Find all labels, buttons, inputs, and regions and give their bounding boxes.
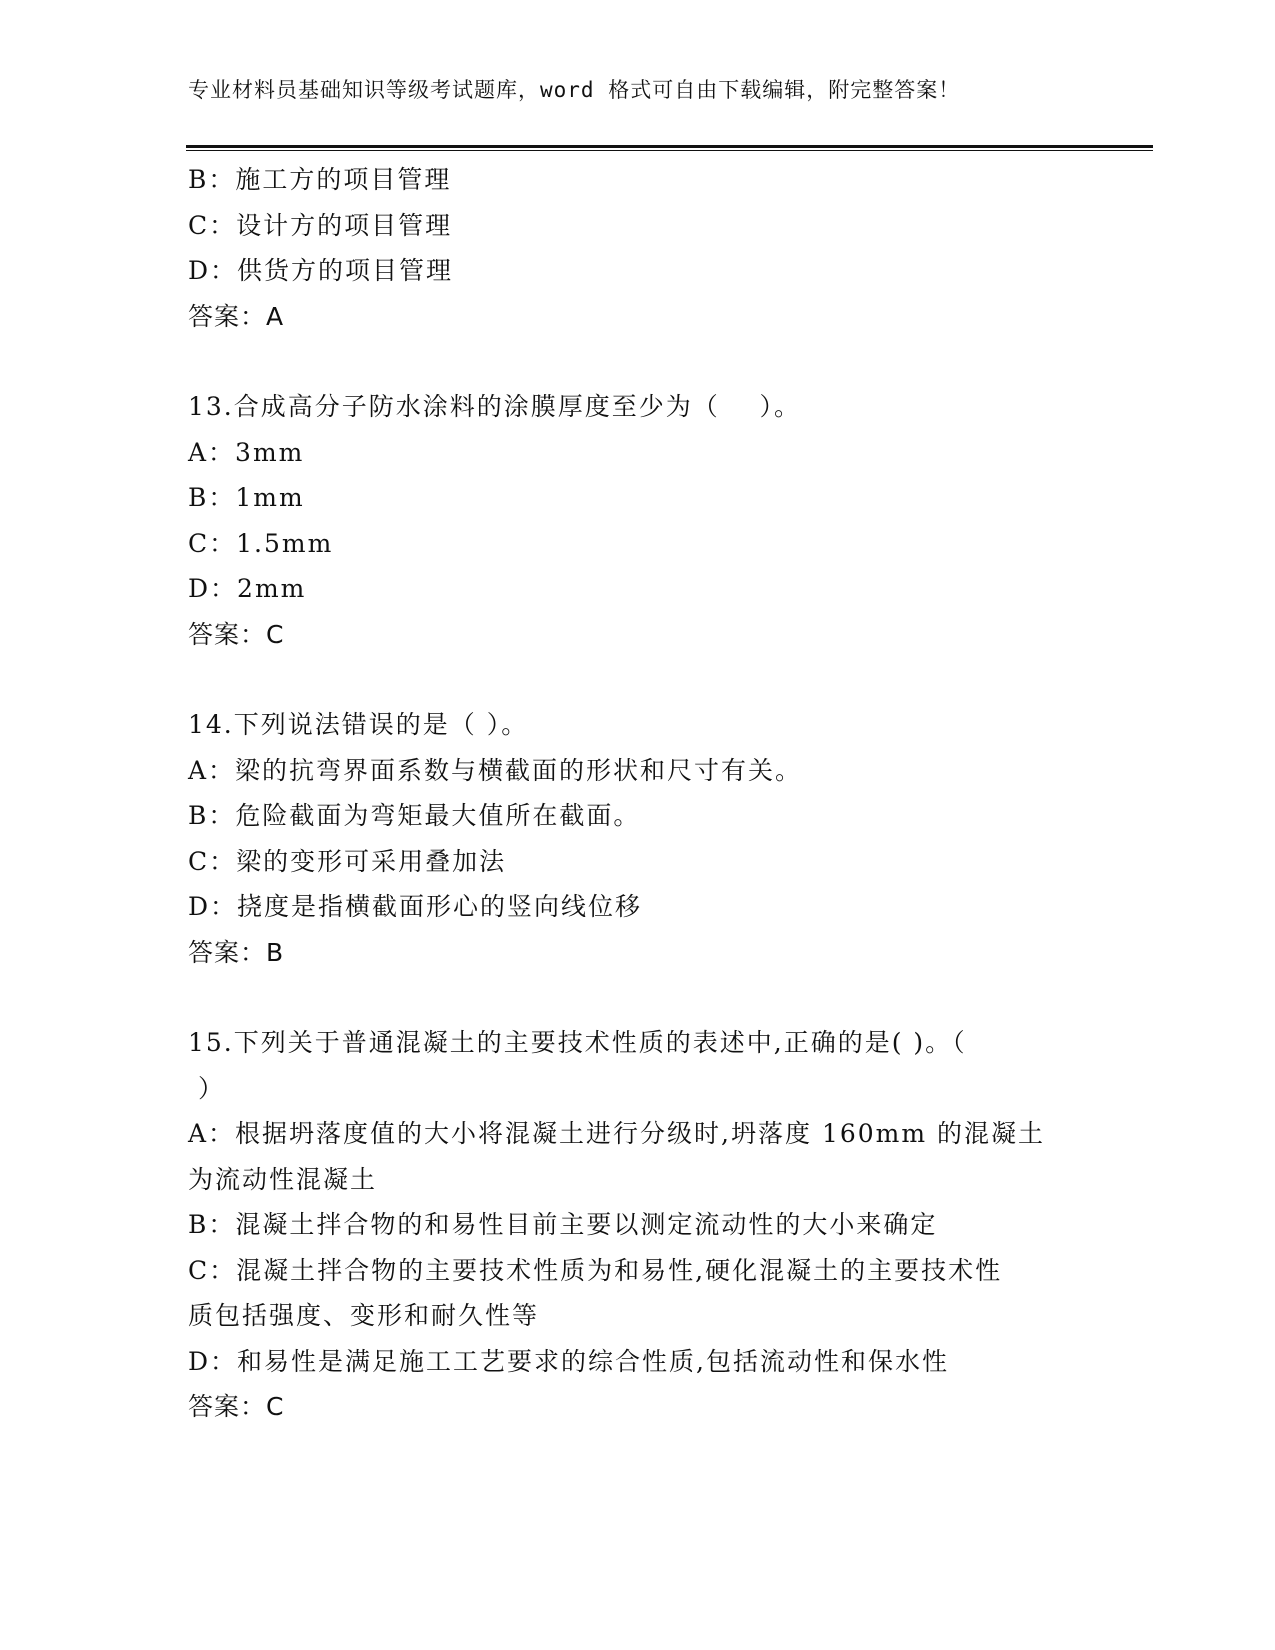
question-stem: 13.合成高分子防水涂料的涂膜厚度至少为（ ）。 (188, 392, 802, 421)
question-stem: 14.下列说法错误的是（ ）。 (188, 710, 529, 739)
exam-content (188, 157, 1068, 1430)
header-divider-thin (186, 150, 1153, 151)
question-stem-line-2: ） (188, 1073, 225, 1103)
option-d: D：供货方的项目管理 (188, 256, 454, 285)
option-c-line-2: 质包括强度、变形和耐久性等 (188, 1301, 540, 1330)
option-a-line-1: A：根据坍落度值的大小将混凝土进行分级时,坍落度 160mm 的混凝土 (188, 1119, 1046, 1148)
option-d: D：2mm (188, 574, 307, 603)
page-header: 专业材料员基础知识等级考试题库，word 格式可自由下载编辑，附完整答案！ (188, 78, 961, 102)
option-d: D：挠度是指横截面形心的竖向线位移 (188, 892, 643, 921)
answer: 答案：A (188, 301, 285, 331)
question-14 (188, 702, 1068, 975)
option-a: A：3mm (188, 437, 305, 467)
option-b: B：1mm (188, 483, 305, 512)
option-c: C：设计方的项目管理 (188, 210, 453, 240)
header-divider-thick (186, 145, 1153, 148)
question-13 (188, 384, 1068, 657)
option-c: C：梁的变形可采用叠加法 (188, 846, 507, 876)
answer: 答案：C (188, 1392, 285, 1421)
continued-question-12 (188, 157, 1068, 339)
option-b: B：施工方的项目管理 (188, 165, 452, 194)
option-c: C：1.5mm (188, 528, 334, 558)
option-d: D：和易性是满足施工工艺要求的综合性质,包括流动性和保水性 (188, 1346, 949, 1376)
option-c-line-1: C：混凝土拌合物的主要技术性质为和易性,硬化混凝土的主要技术性 (188, 1255, 1003, 1285)
option-a: A：梁的抗弯界面系数与横截面的形状和尺寸有关。 (188, 755, 803, 785)
question-15 (188, 1020, 1068, 1430)
answer: 答案：B (188, 937, 285, 967)
option-b: B：危险截面为弯矩最大值所在截面。 (188, 801, 641, 830)
question-stem-line-1: 15.下列关于普通混凝土的主要技术性质的表述中,正确的是( )。（ (188, 1028, 967, 1057)
option-b: B：混凝土拌合物的和易性目前主要以测定流动性的大小来确定 (188, 1210, 938, 1239)
option-a-line-2: 为流动性混凝土 (188, 1164, 378, 1194)
answer: 答案：C (188, 619, 285, 649)
